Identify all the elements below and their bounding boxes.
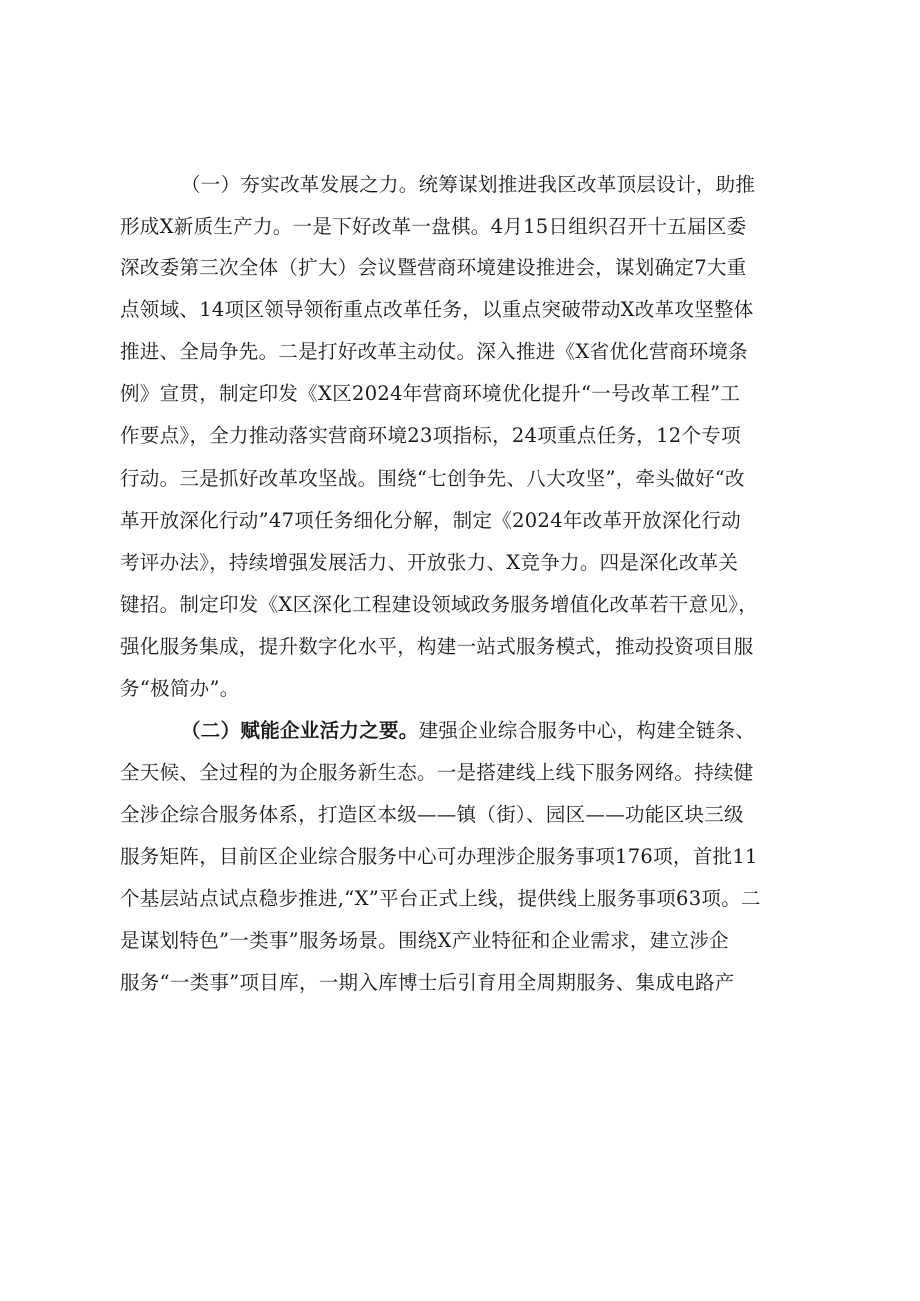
paragraph-2-line-1 [181, 718, 755, 744]
paragraph-2-line-7: 服务“一类事”项目库，一期入库博士后引育用全周期服务、集成电路产 [120, 971, 735, 994]
paragraph-2-line-5: 个基层站点试点稳步推进,“X”平台正式上线，提供线上服务事项63项。二 [120, 887, 761, 910]
section-2-heading: （二）赋能企业活力之要。 [181, 719, 419, 742]
paragraph-2-line-3: 全涉企综合服务体系，打造区本级——镇（街）、园区——功能区块三级 [120, 803, 744, 826]
paragraph-2-line-2: 全天候、全过程的为企服务新生态。一是搭建线上线下服务网络。持续健 [120, 761, 754, 784]
paragraph-1-line-3: 深改委第三次全体（扩大）会议暨营商环境建设推进会，谋划确定7大重 [120, 256, 747, 279]
paragraph-1-line-9: 革开放深化行动”47项任务细化分解，制定《2024年改革开放深化行动 [120, 509, 742, 532]
paragraph-1-line-4: 点领域、14项区领导领衔重点改革任务，以重点突破带动X改革攻坚整体 [120, 298, 754, 321]
paragraph-1-line-10: 考评办法》，持续增强发展活力、开放张力、X竞争力。四是深化改革关 [120, 551, 739, 574]
paragraph-2-line-4: 服务矩阵，目前区企业综合服务中心可办理涉企服务事项176项，首批11 [120, 845, 758, 868]
paragraph-1-line-7: 作要点》，全力推动落实营商环境23项指标，24项重点任务，12个专项 [120, 424, 741, 447]
paragraph-1-line-5: 推进、全局争先。二是打好改革主动仗。深入推进《X省优化营商环境条 [120, 340, 748, 363]
paragraph-1-line-11: 键招。制定印发《X区深化工程建设领域政务服务增值化改革若干意见》， [120, 593, 759, 616]
paragraph-1-line-12: 强化服务集成，提升数字化水平，构建一站式服务模式，推动投资项目服 [120, 635, 754, 658]
paragraph-1-line-1: （一）夯实改革发展之力。统筹谋划推进我区改革顶层设计，助推 [181, 173, 756, 196]
paragraph-1-line-13: 务“极简办”。 [120, 677, 240, 700]
paragraph-1-line-6: 例》宣贯，制定印发《X区2024年营商环境优化提升“一号改革工程”工 [120, 382, 741, 405]
paragraph-1-line-8: 行动。三是抓好改革攻坚战。围绕“七创争先、八大攻坚”，牵头做好“改 [120, 467, 745, 490]
section-2-first-line-text: 建强企业综合服务中心，构建全链条、 [418, 719, 756, 742]
paragraph-2-line-6: 是谋划特色”一类事”服务场景。围绕X产业特征和企业需求，建立涉企 [120, 929, 729, 952]
paragraph-1-line-2: 形成X新质生产力。一是下好改革一盘棋。4月15日组织召开十五届区委 [120, 215, 747, 238]
